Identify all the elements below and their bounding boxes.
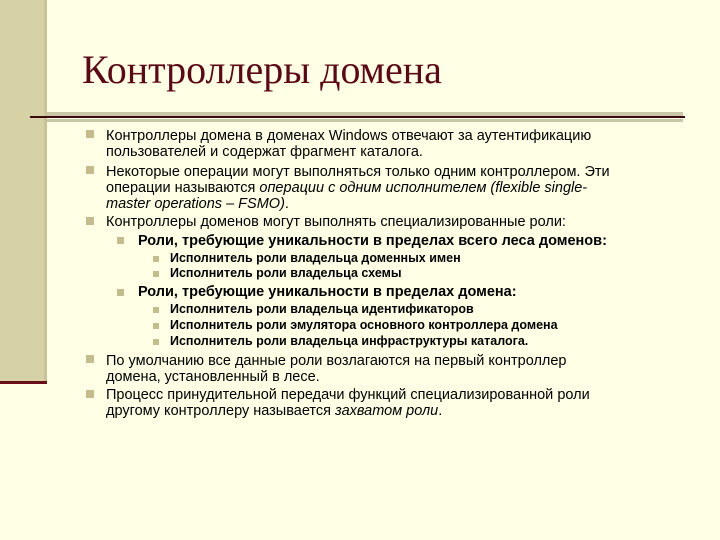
bullet-5-line-2 <box>106 404 442 419</box>
bullet-2-period: . <box>284 196 289 212</box>
bullet-5-term: захватом роли <box>335 403 439 419</box>
bullet-square-icon <box>86 390 94 398</box>
sub-1-item-2: Исполнитель роли владельца схемы <box>170 266 402 280</box>
sub-2-item-2: Исполнитель роли эмулятора основного контроллера домена <box>170 318 558 332</box>
bullet-2-line-3 <box>106 197 289 212</box>
slide-title: Контроллеры домена <box>82 47 442 92</box>
bullet-5-text: другому контроллеру называется <box>106 403 336 419</box>
bullet-2-line-2 <box>106 181 587 196</box>
sub-sub-bullet-square-icon <box>153 339 159 345</box>
bullet-2-term-cont: master operations – FSMO) <box>106 196 285 212</box>
bullet-square-icon <box>86 130 94 138</box>
bullet-2-line-1: Некоторые операции могут выполняться только одним контроллером. Эти <box>106 164 610 180</box>
bullet-square-icon <box>86 355 94 363</box>
sub-sub-bullet-square-icon <box>153 323 159 329</box>
sub-2-label: Роли, требующие уникальности в пределах домена: <box>138 284 517 300</box>
sub-sub-bullet-square-icon <box>153 307 159 313</box>
sub-bullet-square-icon <box>117 289 124 296</box>
sub-bullet-square-icon <box>117 237 124 244</box>
bullet-square-icon <box>86 217 94 225</box>
bullet-5-period: . <box>438 403 443 419</box>
sub-1-label: Роли, требующие уникальности в пределах всего леса доменов: <box>138 233 607 249</box>
bullet-5-line-1: Процесс принудительной передачи функций специализированной роли <box>106 387 590 403</box>
bullet-1-line-2: пользователей и содержат фрагмент каталога. <box>106 144 423 160</box>
bullet-2-text: операции называются <box>106 180 260 196</box>
bullet-3-line-1: Контроллеры доменов могут выполнять специализированные роли: <box>106 214 566 230</box>
sub-sub-bullet-square-icon <box>153 271 159 277</box>
sub-sub-bullet-square-icon <box>153 256 159 262</box>
bullet-square-icon <box>86 166 94 174</box>
bullet-1-line-1: Контроллеры домена в доменах Windows отвечают за аутентификацию <box>106 128 592 144</box>
bullet-4-line-2: домена, установленный в лесе. <box>106 369 320 385</box>
sub-2-item-3: Исполнитель роли владельца инфраструктуры каталога. <box>170 334 529 348</box>
sub-1-item-1: Исполнитель роли владельца доменных имен <box>170 251 461 265</box>
bullet-4-line-1: По умолчанию все данные роли возлагаются на первый контроллер <box>106 353 567 369</box>
bullet-2-term: операции с одним исполнителем (flexible single- <box>259 180 588 196</box>
sub-2-item-1: Исполнитель роли владельца идентификаторов <box>170 302 474 316</box>
